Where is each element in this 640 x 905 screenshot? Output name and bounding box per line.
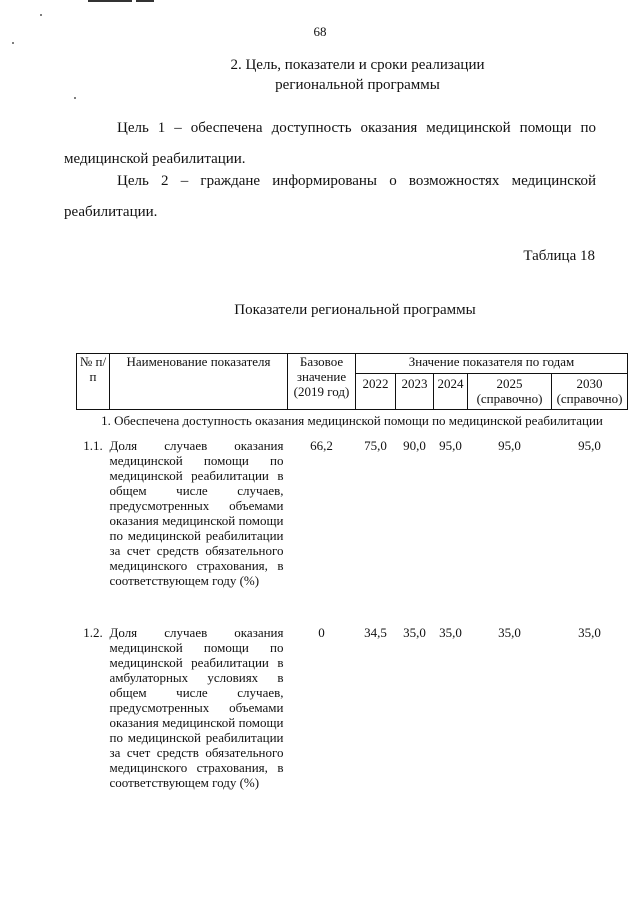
header-num: № п/п: [77, 354, 110, 410]
row-name: Доля случаев оказания медицинской помощи по медицинской реабилитации в общем числе случаев, предусмотренных объемами оказания медицинской помощи по медицинской реабилитации за счет средств обязательного медицинского страхования, в соответствующем году (%): [109, 438, 284, 588]
table-row: [77, 618, 628, 825]
header-year: 2025 (справочно): [468, 374, 552, 410]
header-year: 2022: [356, 374, 396, 410]
header-year: 2023: [396, 374, 434, 410]
goal-2-paragraph: Цель 2 – граждане информированы о возможностях медицинской реабилитации.: [64, 173, 596, 220]
table-label: Таблица 18: [523, 248, 595, 264]
header-year: 2030 (справочно): [552, 374, 628, 410]
row-value-2025: 95,0: [498, 438, 521, 453]
table-title: Показатели региональной программы: [234, 302, 476, 318]
row-value-2024: 95,0: [439, 438, 462, 453]
row-num: 1.2.: [83, 625, 103, 640]
section-row-title: 1. Обеспечена доступность оказания медицинской помощи по медицинской реабилитации: [101, 413, 603, 428]
row-value-2022: 34,5: [364, 625, 387, 640]
header-values-group: Значение показателя по годам: [356, 354, 628, 374]
header-base: Базовое значение (2019 год): [288, 354, 356, 410]
table-row: [77, 431, 628, 618]
scan-artifact-line-2: [136, 0, 154, 2]
row-value-2024: 35,0: [439, 625, 462, 640]
row-base-value: 66,2: [310, 438, 333, 453]
row-name: Доля случаев оказания медицинской помощи по медицинской реабилитации в амбулаторных условиях в общем числе случаев, предусмотренных объемами оказания медицинской помощи по медицинской реабилитации за счет средств обязательного медицинского страхования, в соответствующем году (%): [109, 625, 284, 790]
row-value-2025: 35,0: [498, 625, 521, 640]
indicators-table: [76, 353, 628, 825]
scan-speck: [12, 42, 14, 44]
scan-artifact-line-1: [88, 0, 132, 2]
header-name: Наименование показателя: [110, 354, 288, 410]
row-value-2030: 95,0: [578, 438, 601, 453]
heading-line-2: региональной программы: [275, 77, 440, 93]
row-base-value: 0: [318, 625, 325, 640]
heading-line-1: 2. Цель, показатели и сроки реализации: [230, 57, 485, 73]
row-value-2023: 90,0: [403, 438, 426, 453]
scan-speck: [40, 14, 42, 16]
scan-speck: [74, 97, 76, 99]
page-number: 68: [313, 24, 327, 39]
row-value-2023: 35,0: [403, 625, 426, 640]
section-heading: [0, 55, 640, 95]
goal-1-paragraph: Цель 1 – обеспечена доступность оказания медицинской помощи по медицинской реабилитации.: [64, 120, 596, 167]
row-value-2030: 35,0: [578, 625, 601, 640]
row-value-2022: 75,0: [364, 438, 387, 453]
row-num: 1.1.: [83, 438, 103, 453]
header-year: 2024: [434, 374, 468, 410]
